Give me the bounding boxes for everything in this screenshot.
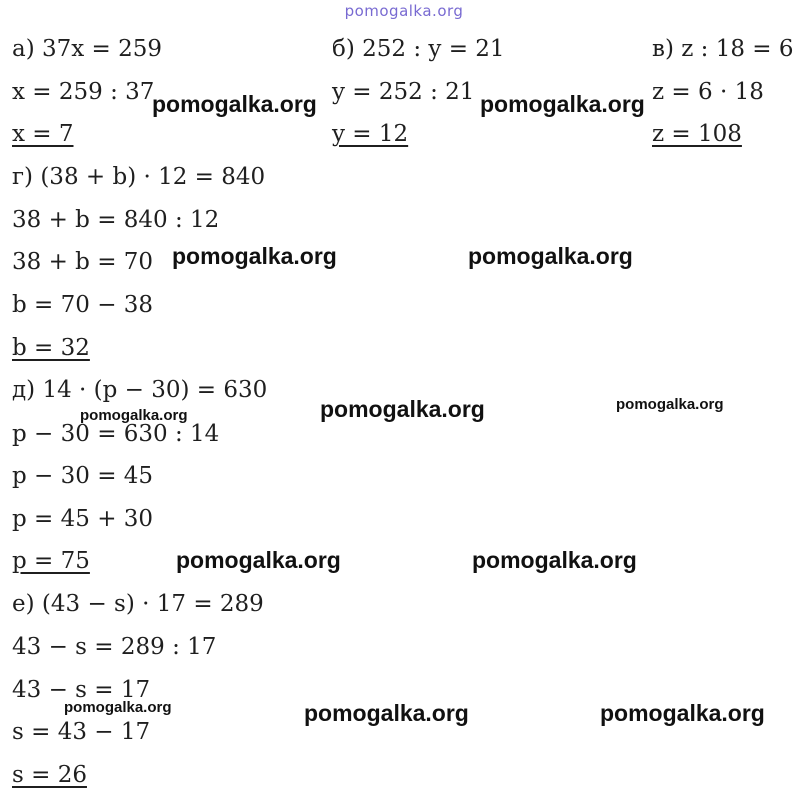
watermark-text: pomogalka.org [304, 700, 469, 726]
watermark-text: pomogalka.org [472, 547, 637, 573]
problem-v-answer: z = 108 [652, 121, 742, 147]
problem-b-equation: б) 252 : y = 21 [332, 36, 505, 62]
watermark-text: pomogalka.org [152, 91, 317, 117]
problem-g-equation: г) (38 + b) · 12 = 840 [12, 164, 266, 190]
watermark-text: pomogalka.org [480, 91, 645, 117]
problem-d-answer: p = 75 [12, 548, 90, 574]
problem-d-equation: д) 14 · (p − 30) = 630 [12, 377, 268, 403]
problem-g-answer: b = 32 [12, 335, 90, 361]
problem-g-step-3: b = 70 − 38 [12, 292, 154, 318]
problem-a-step: x = 259 : 37 [12, 79, 155, 105]
problem-v-equation: в) z : 18 = 6 [652, 36, 794, 62]
problem-d-step-3: p = 45 + 30 [12, 506, 154, 532]
watermark-text: pomogalka.org [600, 700, 765, 726]
problem-a-equation: а) 37x = 259 [12, 36, 163, 62]
problem-d-step-1: p − 30 = 630 : 14 [12, 421, 220, 447]
problem-e-step-2: 43 − s = 17 [12, 677, 151, 703]
problem-a-answer: x = 7 [12, 121, 74, 147]
watermark-text: pomogalka.org [64, 699, 172, 716]
problem-e-step-3: s = 43 − 17 [12, 719, 151, 745]
problem-v-step: z = 6 · 18 [652, 79, 764, 105]
watermark-text: pomogalka.org [80, 407, 188, 424]
top-watermark: pomogalka.org [344, 2, 464, 20]
problem-b-step: y = 252 : 21 [332, 79, 475, 105]
watermark-text: pomogalka.org [468, 243, 633, 269]
watermark-text: pomogalka.org [172, 243, 337, 269]
problem-e-step-1: 43 − s = 289 : 17 [12, 634, 217, 660]
problem-e-answer: s = 26 [12, 762, 87, 788]
problem-e-equation: е) (43 − s) · 17 = 289 [12, 591, 264, 617]
problem-g-step-1: 38 + b = 840 : 12 [12, 207, 220, 233]
problem-d-step-2: p − 30 = 45 [12, 463, 154, 489]
watermark-text: pomogalka.org [176, 547, 341, 573]
problem-b-answer: y = 12 [332, 121, 409, 147]
problem-g-step-2: 38 + b = 70 [12, 249, 154, 275]
watermark-text: pomogalka.org [320, 396, 485, 422]
watermark-text: pomogalka.org [616, 396, 724, 413]
